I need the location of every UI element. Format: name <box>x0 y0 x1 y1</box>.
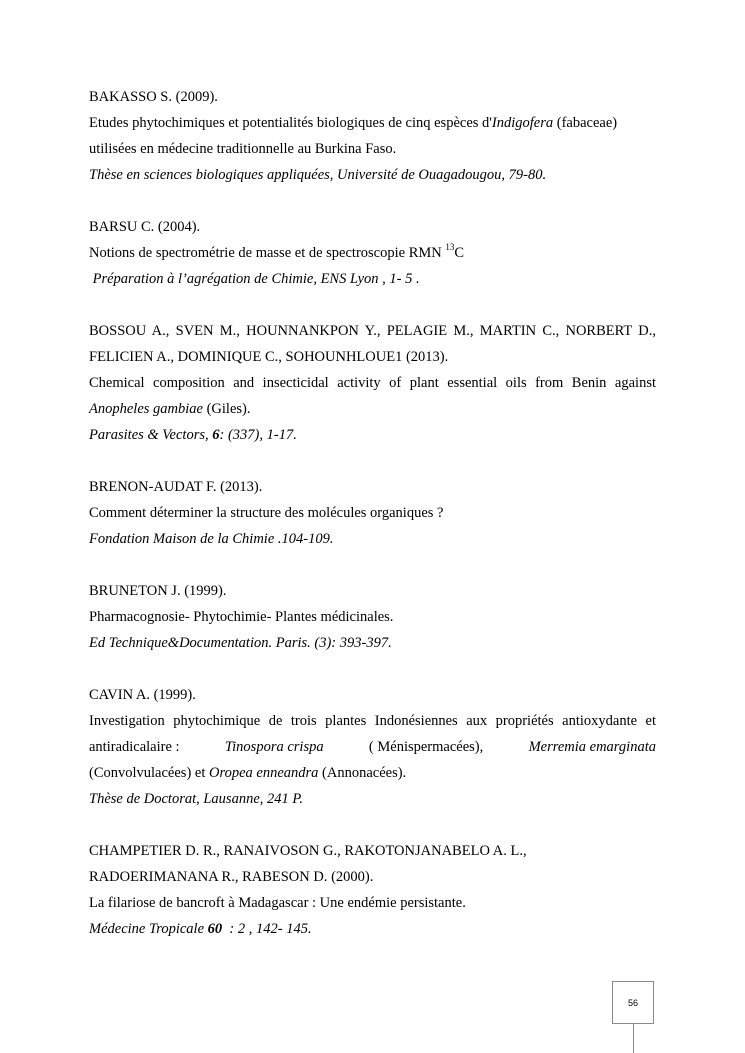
reference-title-continued: utilisées en médecine traditionnelle au Burkina Faso. <box>89 141 397 157</box>
reference-author: BRUNETON J. (1999). <box>89 583 227 599</box>
reference-item <box>89 682 656 812</box>
page-number-rule <box>633 1024 634 1053</box>
reference-title-continued: (Convolvulacées) et Oropea enneandra (Annonacées). <box>89 765 407 781</box>
reference-author: BARSU C. (2004). <box>89 219 201 235</box>
reference-author: CHAMPETIER D. R., RANAIVOSON G., RAKOTONJANABELO A. L., <box>89 843 527 859</box>
page-number: 56 <box>627 997 638 1008</box>
reference-title: Comment déterminer la structure des molécules organiques ? <box>89 505 444 521</box>
reference-source: Thèse de Doctorat, Lausanne, 241 P. <box>89 791 304 807</box>
reference-item <box>89 318 656 448</box>
reference-item <box>89 214 656 292</box>
reference-item <box>89 474 656 552</box>
reference-author-continued: FELICIEN A., DOMINIQUE C., SOHOUNHLOUE1 (2013). <box>89 349 449 365</box>
reference-title: Investigation phytochimique de trois plantes Indonésiennes aux propriétés antioxydante et <box>89 713 656 729</box>
reference-title: Pharmacognosie- Phytochimie- Plantes médicinales. <box>89 609 394 625</box>
reference-item <box>89 838 656 942</box>
reference-list <box>89 84 656 968</box>
reference-title: Etudes phytochimiques et potentialités biologiques de cinq espèces d'Indigofera (fabaceae) <box>89 115 618 131</box>
reference-source: Parasites & Vectors, 6: (337), 1-17. <box>89 427 297 443</box>
reference-title: Notions de spectrométrie de masse et de spectroscopie RMN $^{13}$C <box>89 242 465 261</box>
reference-title-continued: Anopheles gambiae (Giles). <box>89 401 251 417</box>
reference-source: Fondation Maison de la Chimie .104-109. <box>89 531 334 547</box>
reference-source: Préparation à l’agrégation de Chimie, ENS Lyon , 1- 5 . <box>89 271 420 287</box>
reference-author: BRENON-AUDAT F. (2013). <box>89 479 263 495</box>
reference-source: Médecine Tropicale 60 : 2 , 142- 145. <box>89 921 312 937</box>
reference-item <box>89 578 656 656</box>
reference-title-continued: antiradicalaire : Tinospora crispa ( Ménispermacées), Merremia emarginata <box>89 739 656 755</box>
reference-source: Thèse en sciences biologiques appliquées, Université de Ouagadougou, 79-80. <box>89 167 547 183</box>
reference-title: La filariose de bancroft à Madagascar : Une endémie persistante. <box>89 895 466 911</box>
reference-source: Ed Technique&Documentation. Paris. (3): 393-397. <box>89 635 392 651</box>
reference-item <box>89 84 656 188</box>
reference-author: BOSSOU A., SVEN M., HOUNNANKPON Y., PELAGIE M., MARTIN C., NORBERT D., <box>89 323 656 339</box>
reference-author: BAKASSO S. (2009). <box>89 89 218 105</box>
reference-author: CAVIN A. (1999). <box>89 687 196 703</box>
reference-title: Chemical composition and insecticidal activity of plant essential oils from Benin against <box>89 375 656 391</box>
reference-author-continued: RADOERIMANANA R., RABESON D. (2000). <box>89 869 374 885</box>
page-number-box <box>612 981 654 1024</box>
